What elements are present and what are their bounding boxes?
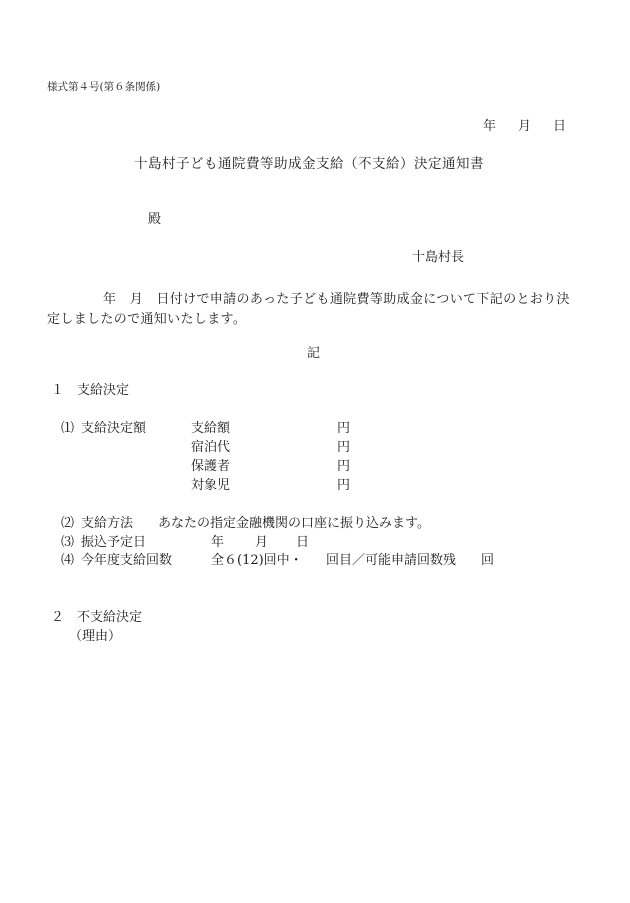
item-1-number: ⑴ (61, 421, 75, 436)
section-1-number: １ (51, 383, 65, 398)
item-1 (61, 421, 146, 437)
section-2-heading (51, 610, 142, 626)
date-day: 日 (552, 119, 566, 134)
section-1-title: 支給決定 (77, 383, 130, 398)
section-2-title: 不支給決定 (77, 610, 143, 625)
issuer: 十島村長 (411, 250, 464, 265)
item-2-number: ⑵ (61, 516, 75, 531)
amount-row-unit: 円 (337, 459, 351, 474)
transfer-year: 年 (211, 535, 225, 550)
section-1-heading (51, 383, 129, 399)
item-4-number: ⑷ (61, 553, 75, 568)
item-4 (61, 553, 494, 569)
payment-method-value: あなたの指定金融機関の口座に振り込みます。 (158, 516, 430, 531)
addressee: 殿 (148, 212, 162, 227)
section-2-number: ２ (51, 610, 65, 625)
transfer-day: 日 (296, 535, 310, 550)
amount-row-label: 支給額 (191, 421, 231, 436)
amount-row-unit: 円 (337, 478, 351, 493)
item-3 (61, 535, 309, 551)
payment-count-total: 全６(12)回中・ (211, 553, 303, 568)
amount-row-label: 宿泊代 (191, 440, 231, 455)
body-paragraph: 年 月 日付けで申請のあった子ども通院費等助成金について下記のとおり決定しましたので通知いたします。 (47, 292, 570, 327)
amount-row-unit: 円 (337, 421, 351, 436)
form-number: 様式第４号(第６条関係) (47, 81, 161, 93)
ki-heading: 記 (307, 346, 321, 361)
item-3-label: 振込予定日 (81, 535, 147, 550)
item-2-label: 支給方法 (81, 516, 134, 531)
transfer-month: 月 (255, 535, 269, 550)
document-title: 十島村子ども通院費等助成金支給（不支給）決定通知書 (134, 156, 484, 172)
reason-label: （理由） (69, 629, 122, 644)
amount-row-unit: 円 (337, 440, 351, 455)
item-3-number: ⑶ (61, 535, 75, 550)
date-year: 年 (482, 119, 496, 134)
item-1-label: 支給決定額 (81, 421, 147, 436)
amount-row-label: 保護者 (191, 459, 231, 474)
amount-row-label: 対象児 (191, 478, 231, 493)
date-month: 月 (517, 119, 531, 134)
issue-date (483, 119, 566, 135)
item-2 (61, 516, 430, 532)
payment-count-remaining: 回目／可能申請回数残 (326, 553, 457, 568)
item-4-label: 今年度支給回数 (81, 553, 173, 568)
payment-count-unit: 回 (481, 553, 495, 568)
